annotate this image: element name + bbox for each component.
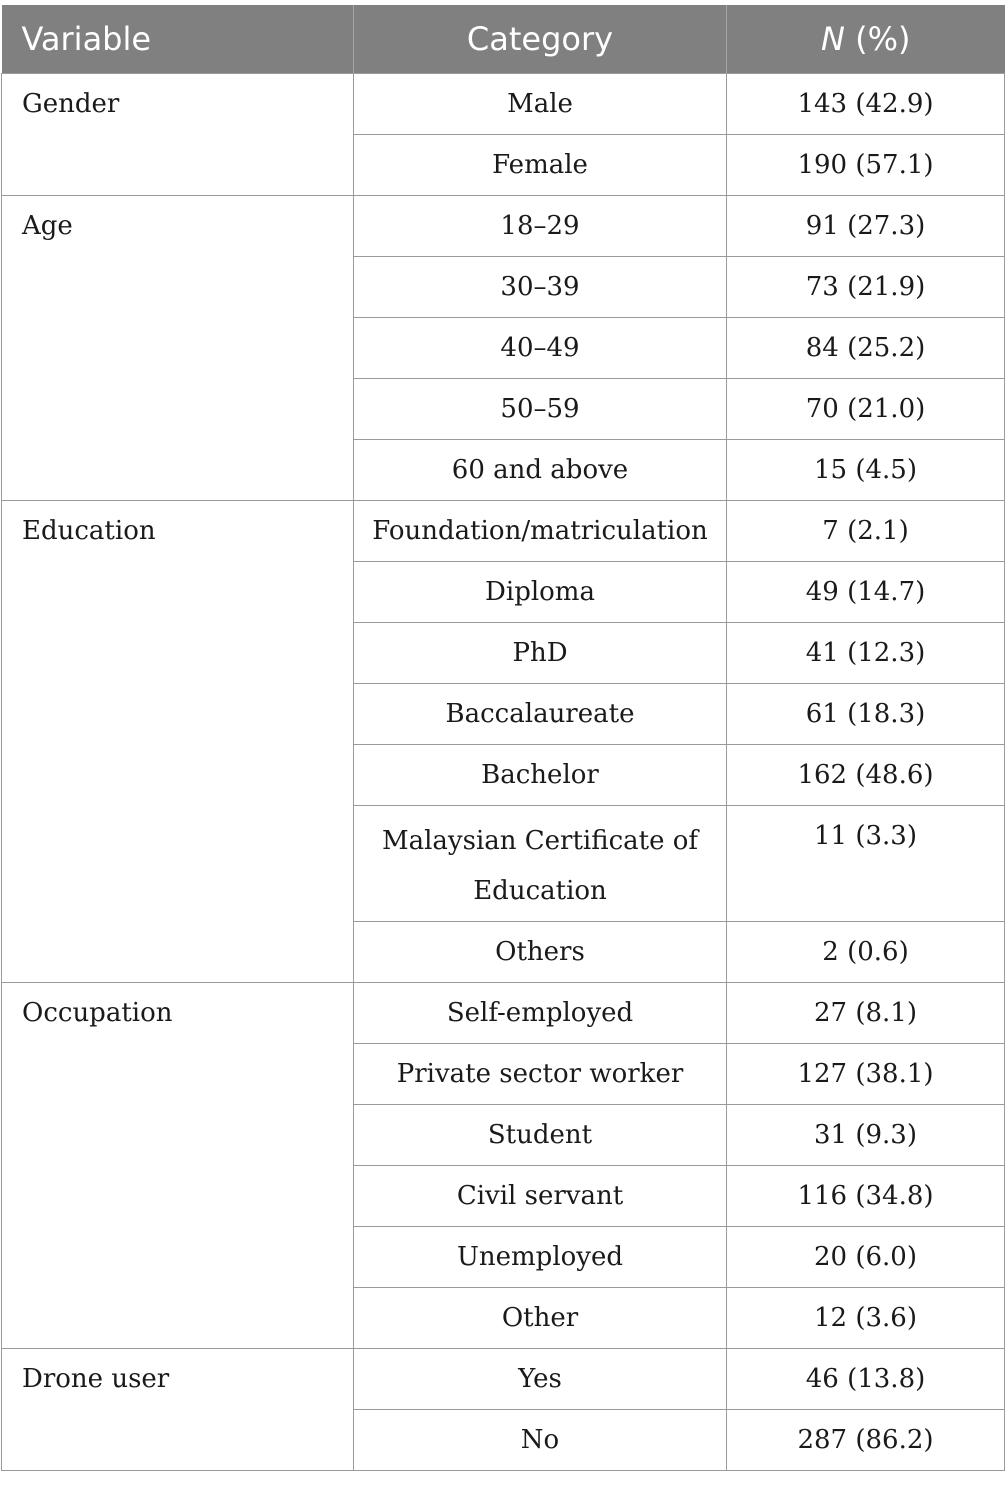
n-cell: 70 (21.0) bbox=[727, 379, 1005, 440]
header-n-percent bbox=[727, 5, 1005, 74]
category-cell: PhD bbox=[354, 623, 727, 684]
category-cell: 40–49 bbox=[354, 318, 727, 379]
n-cell: 143 (42.9) bbox=[727, 74, 1005, 135]
header-n-rest: (%) bbox=[844, 20, 911, 58]
variable-cell-occupation: Occupation bbox=[2, 983, 354, 1349]
category-cell: Female bbox=[354, 135, 727, 196]
table-header bbox=[2, 5, 1005, 74]
category-cell: Others bbox=[354, 922, 727, 983]
category-cell: Male bbox=[354, 74, 727, 135]
table-body bbox=[2, 74, 1005, 1471]
table-row bbox=[2, 983, 1005, 1044]
variable-cell-education: Education bbox=[2, 501, 354, 983]
category-cell: Bachelor bbox=[354, 745, 727, 806]
category-cell: No bbox=[354, 1410, 727, 1471]
header-variable: Variable bbox=[2, 5, 354, 74]
variable-cell-age: Age bbox=[2, 196, 354, 501]
variable-cell-gender: Gender bbox=[2, 74, 354, 196]
category-cell: Foundation/matriculation bbox=[354, 501, 727, 562]
category-cell: 30–39 bbox=[354, 257, 727, 318]
category-cell: Civil servant bbox=[354, 1166, 727, 1227]
n-cell: 127 (38.1) bbox=[727, 1044, 1005, 1105]
n-cell: 41 (12.3) bbox=[727, 623, 1005, 684]
n-cell: 12 (3.6) bbox=[727, 1288, 1005, 1349]
n-cell: 15 (4.5) bbox=[727, 440, 1005, 501]
table-row bbox=[2, 74, 1005, 135]
category-cell: 50–59 bbox=[354, 379, 727, 440]
category-cell: Baccalaureate bbox=[354, 684, 727, 745]
n-cell: 84 (25.2) bbox=[727, 318, 1005, 379]
category-cell: Student bbox=[354, 1105, 727, 1166]
category-cell: Unemployed bbox=[354, 1227, 727, 1288]
header-row bbox=[2, 5, 1005, 74]
n-cell: 162 (48.6) bbox=[727, 745, 1005, 806]
n-cell: 27 (8.1) bbox=[727, 983, 1005, 1044]
n-cell: 20 (6.0) bbox=[727, 1227, 1005, 1288]
n-cell: 287 (86.2) bbox=[727, 1410, 1005, 1471]
category-cell: Diploma bbox=[354, 562, 727, 623]
n-cell: 2 (0.6) bbox=[727, 922, 1005, 983]
n-cell: 46 (13.8) bbox=[727, 1349, 1005, 1410]
n-cell: 190 (57.1) bbox=[727, 135, 1005, 196]
category-cell-text: Malaysian Certificate of Education bbox=[381, 826, 699, 906]
demographics-table-container bbox=[1, 5, 1004, 1471]
n-cell: 61 (18.3) bbox=[727, 684, 1005, 745]
category-cell: Self-employed bbox=[354, 983, 727, 1044]
category-cell: 18–29 bbox=[354, 196, 727, 257]
n-cell: 11 (3.3) bbox=[727, 806, 1005, 922]
variable-cell-drone-user: Drone user bbox=[2, 1349, 354, 1471]
n-cell: 49 (14.7) bbox=[727, 562, 1005, 623]
category-cell: Yes bbox=[354, 1349, 727, 1410]
table-row bbox=[2, 501, 1005, 562]
n-cell: 31 (9.3) bbox=[727, 1105, 1005, 1166]
header-n-italic: N bbox=[821, 20, 845, 58]
category-cell: 60 and above bbox=[354, 440, 727, 501]
table-row bbox=[2, 1349, 1005, 1410]
category-cell: Other bbox=[354, 1288, 727, 1349]
n-cell: 116 (34.8) bbox=[727, 1166, 1005, 1227]
category-cell: Private sector worker bbox=[354, 1044, 727, 1105]
header-category: Category bbox=[354, 5, 727, 74]
category-cell bbox=[354, 806, 727, 922]
n-cell: 7 (2.1) bbox=[727, 501, 1005, 562]
table-row bbox=[2, 196, 1005, 257]
demographics-table bbox=[1, 5, 1005, 1471]
n-cell: 73 (21.9) bbox=[727, 257, 1005, 318]
n-cell: 91 (27.3) bbox=[727, 196, 1005, 257]
